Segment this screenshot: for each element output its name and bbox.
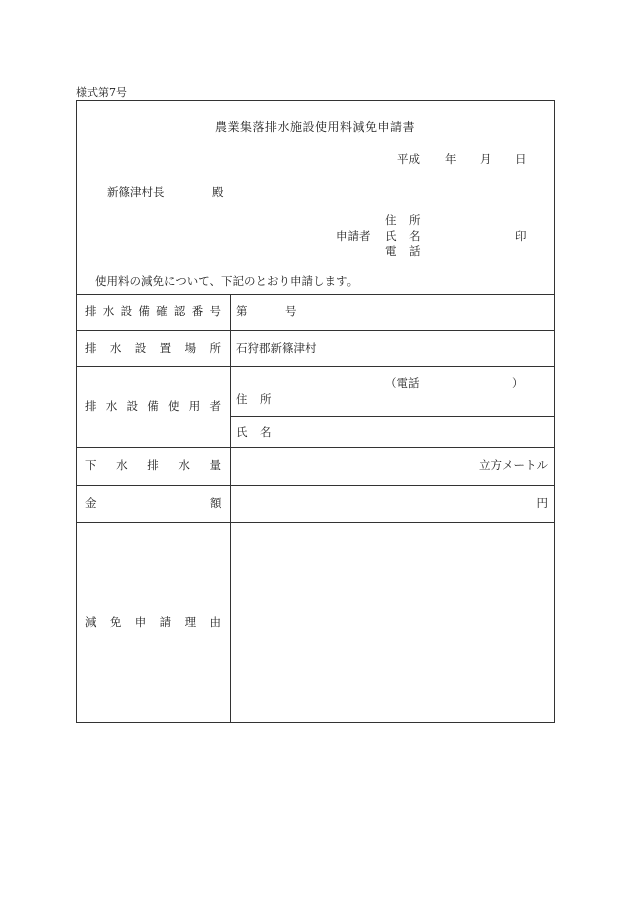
reason-input-area[interactable] xyxy=(236,530,548,715)
row-divider xyxy=(76,366,555,367)
date-era: 平成 xyxy=(397,152,420,166)
label-char: 認 xyxy=(173,304,186,318)
application-statement: 使用料の減免について、下記のとおり申請します。 xyxy=(95,274,359,288)
label-char: 由 xyxy=(209,615,221,629)
label-char: 排 xyxy=(147,458,159,472)
label-char: 号 xyxy=(209,304,221,318)
label-char: 水 xyxy=(116,458,128,472)
user-label xyxy=(85,401,221,413)
reason-label xyxy=(85,617,221,629)
label-char: 下 xyxy=(85,458,97,472)
row-divider xyxy=(230,416,555,417)
form-title: 農業集落排水施設使用料減免申請書 xyxy=(214,120,415,134)
seal-mark: 印 xyxy=(515,229,527,243)
label-char: 水 xyxy=(178,458,190,472)
confirmation-number-suffix: 号 xyxy=(285,304,297,318)
confirmation-number-prefix: 第 xyxy=(236,304,248,318)
label-char: 申 xyxy=(134,615,147,629)
label-char: 所 xyxy=(209,341,221,355)
label-char: 理 xyxy=(184,615,197,629)
label-char: 者 xyxy=(209,399,221,413)
sewage-volume-unit: 立方メートル xyxy=(479,458,548,472)
label-char: 排 xyxy=(85,341,97,355)
location-value: 石狩郡新篠津村 xyxy=(236,341,317,355)
label-char: 免 xyxy=(109,615,122,629)
row-divider xyxy=(76,447,555,448)
label-char: 排 xyxy=(85,304,97,318)
label-char: 確 xyxy=(156,304,168,318)
label-char: 減 xyxy=(85,615,97,629)
user-name-label-1: 氏 xyxy=(236,425,248,439)
label-char: 設 xyxy=(126,399,138,413)
column-divider xyxy=(230,294,231,722)
user-phone-close: ） xyxy=(512,376,524,390)
amount-unit: 円 xyxy=(536,496,548,510)
applicant-phone-label-1: 電 xyxy=(385,244,397,258)
label-char: 排 xyxy=(85,399,97,413)
applicant-address-label-2: 所 xyxy=(409,213,421,227)
date-day: 日 xyxy=(515,152,527,166)
row-divider xyxy=(76,522,555,523)
label-char: 置 xyxy=(159,341,172,355)
label-char: 備 xyxy=(147,399,159,413)
confirmation-number-label xyxy=(85,306,221,318)
row-divider xyxy=(76,485,555,486)
applicant-name-label-2: 名 xyxy=(409,229,421,243)
applicant-label: 申請者 xyxy=(336,229,371,243)
date-year: 年 xyxy=(445,152,457,166)
row-divider xyxy=(76,330,555,331)
date-month: 月 xyxy=(480,152,492,166)
location-label xyxy=(85,343,221,355)
amount-label-1: 金 xyxy=(85,496,97,510)
user-name-label-2: 名 xyxy=(260,425,272,439)
label-char: 水 xyxy=(102,304,115,318)
amount-label-2: 額 xyxy=(210,496,222,510)
label-char: 水 xyxy=(105,399,118,413)
label-char: 設 xyxy=(120,304,133,318)
label-char: 請 xyxy=(159,615,172,629)
addressee-name: 新篠津村長 xyxy=(107,185,165,199)
label-char: 量 xyxy=(209,458,221,472)
user-address-label-1: 住 xyxy=(236,392,248,406)
sewage-volume-label xyxy=(85,460,221,472)
label-char: 番 xyxy=(191,304,204,318)
addressee-honorific: 殿 xyxy=(212,185,224,199)
form-number: 様式第7号 xyxy=(76,86,127,99)
applicant-name-label-1: 氏 xyxy=(385,229,397,243)
label-char: 使 xyxy=(168,399,180,413)
user-address-label-2: 所 xyxy=(260,392,272,406)
applicant-phone-label-2: 話 xyxy=(409,244,421,258)
user-phone-open: （電話 xyxy=(385,376,420,390)
label-char: 用 xyxy=(188,399,201,413)
label-char: 水 xyxy=(109,341,122,355)
label-char: 場 xyxy=(184,341,197,355)
table-top-border xyxy=(76,294,555,295)
label-char: 備 xyxy=(138,304,150,318)
applicant-address-label-1: 住 xyxy=(385,213,397,227)
label-char: 設 xyxy=(134,341,147,355)
